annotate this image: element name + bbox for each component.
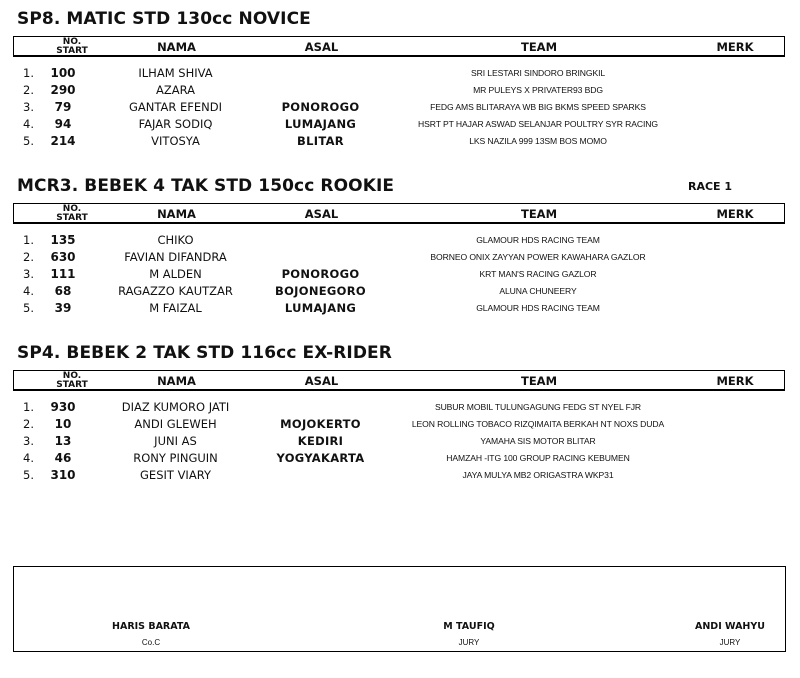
row-index: 1. [23,65,34,80]
row-index: 3. [23,266,34,281]
table-header [13,36,785,57]
table-header [13,203,785,224]
rider-name: ANDI GLEWEH [134,416,217,431]
rider-name: AZARA [155,82,195,97]
row-index: 4. [23,116,34,131]
signatory-role: Co.C [141,638,161,647]
signatory-role: JURY [458,638,480,647]
rider-name: FAJAR SODIQ [138,116,213,131]
rider-team: LKS NAZILA 999 13SM BOS MOMO [469,135,607,146]
row-index: 1. [23,232,34,247]
rider-origin [248,248,393,265]
rider-team: SRI LESTARI SINDORO BRINGKIL [470,67,606,78]
table-row [13,98,785,115]
signatory-role: JURY [719,638,741,647]
header-team: TEAM [520,206,558,221]
start-number: 39 [54,300,72,315]
rider-origin [248,398,393,415]
row-index: 5. [23,133,34,148]
rider-name: FAVIAN DIFANDRA [124,249,227,264]
start-number: 111 [50,266,76,281]
rider-team: KRT MAN'S RACING GAZLOR [479,268,597,279]
rider-team: SUBUR MOBIL TULUNGAGUNG FEDG ST NYEL FJR [434,401,642,412]
rider-name: DIAZ KUMORO JATI [121,399,230,414]
rider-name: ILHAM SHIVA [138,65,213,80]
start-number: 46 [54,450,72,465]
header-no-line2: START [56,379,88,390]
rider-origin: PONOROGO [281,99,360,114]
table-row [13,64,785,81]
rider-origin [248,466,393,483]
start-number: 930 [50,399,76,414]
rider-origin: MOJOKERTO [280,416,361,431]
rider-team: BORNEO ONIX ZAYYAN POWER KAWAHARA GAZLOR [430,251,646,262]
table-row [13,415,785,432]
header-no-line1: NO. [62,36,82,47]
start-number: 94 [54,116,72,131]
signature-jury-1 [409,621,529,647]
section-title: MCR3. BEBEK 4 TAK STD 150cc ROOKIE [17,176,395,196]
race-label: RACE 1 [688,180,733,193]
row-index: 3. [23,433,34,448]
rider-name: GESIT VIARY [140,467,211,482]
rider-team: ALUNA CHUNEERY [499,285,577,296]
header-team: TEAM [520,39,558,54]
rider-origin: PONOROGO [281,266,360,281]
row-index: 3. [23,99,34,114]
rider-name: M FAIZAL [149,300,202,315]
start-number: 79 [54,99,72,114]
start-number: 290 [50,82,76,97]
rider-team: YAMAHA SIS MOTOR BLITAR [480,435,596,446]
table-row [13,265,785,282]
rider-team: FEDG AMS BLITARAYA WB BIG BKMS SPEED SPARKS [430,101,646,112]
start-number: 214 [50,133,76,148]
signature-box [13,566,786,652]
rider-team: GLAMOUR HDS RACING TEAM [476,302,600,313]
rider-team: GLAMOUR HDS RACING TEAM [476,234,600,245]
rider-origin: YOGYAKARTA [276,450,365,465]
header-no-line1: NO. [62,203,82,214]
signatory-name: HARIS BARATA [112,621,190,632]
rider-team: HSRT PT HAJAR ASWAD SELANJAR POULTRY SYR RACING [418,118,658,129]
row-index: 5. [23,467,34,482]
header-no-start [42,204,102,223]
rider-origin [248,81,393,98]
section-title: SP8. MATIC STD 130cc NOVICE [17,9,311,29]
section-title: SP4. BEBEK 2 TAK STD 116cc EX-RIDER [17,343,392,363]
rider-origin: LUMAJANG [284,116,357,131]
header-asal: ASAL [304,39,339,54]
header-team: TEAM [520,373,558,388]
table-header [13,370,785,391]
start-number: 13 [54,433,72,448]
table-row [13,432,785,449]
row-index: 5. [23,300,34,315]
table-row [13,248,785,265]
start-number: 10 [54,416,72,431]
start-number: 135 [50,232,76,247]
header-merk: MERK [716,373,754,388]
header-merk: MERK [716,206,754,221]
row-index: 4. [23,283,34,298]
header-asal: ASAL [304,373,339,388]
header-asal: ASAL [304,206,339,221]
table-row [13,132,785,149]
rider-team: LEON ROLLING TOBACO RIZQIMAITA BERKAH NT NOXS DUDA [411,418,665,429]
table-row [13,81,785,98]
header-nama: NAMA [157,373,196,388]
rider-name: M ALDEN [149,266,202,281]
rider-name: JUNI AS [154,433,197,448]
table-row [13,231,785,248]
signatory-name: ANDI WAHYU [695,621,765,632]
table-row [13,299,785,316]
rider-team: MR PULEYS X PRIVATER93 BDG [473,84,603,95]
signatory-name: M TAUFIQ [443,621,495,632]
header-no-start [42,371,102,390]
rider-origin: KEDIRI [297,433,344,448]
signature-jury-2 [680,621,780,647]
table-row [13,398,785,415]
header-no-line2: START [56,212,88,223]
header-merk: MERK [716,39,754,54]
rider-name: VITOSYA [151,133,200,148]
rider-origin: LUMAJANG [284,300,357,315]
table-row [13,466,785,483]
table-row [13,282,785,299]
start-number: 310 [50,467,76,482]
table-row [13,449,785,466]
start-number: 68 [54,283,72,298]
rider-origin [248,231,393,248]
rider-team: HAMZAH -ITG 100 GROUP RACING KEBUMEN [446,452,630,463]
rider-origin: BOJONEGORO [275,283,366,298]
rider-origin: BLITAR [297,133,344,148]
table-row [13,115,785,132]
rider-name: GANTAR EFENDI [128,99,223,114]
row-index: 2. [23,249,34,264]
header-no-start [42,37,102,56]
rider-name: RONY PINGUIN [133,450,218,465]
rider-team: JAYA MULYA MB2 ORIGASTRA WKP31 [462,469,614,480]
rider-name: CHIKO [157,232,194,247]
start-number: 100 [50,65,76,80]
header-nama: NAMA [157,206,196,221]
row-index: 2. [23,416,34,431]
header-nama: NAMA [157,39,196,54]
row-index: 2. [23,82,34,97]
rider-origin [248,64,393,81]
row-index: 4. [23,450,34,465]
start-number: 630 [50,249,76,264]
header-no-line2: START [56,45,88,56]
signature-coc [86,621,216,647]
row-index: 1. [23,399,34,414]
header-no-line1: NO. [62,370,82,381]
rider-name: RAGAZZO KAUTZAR [118,283,233,298]
